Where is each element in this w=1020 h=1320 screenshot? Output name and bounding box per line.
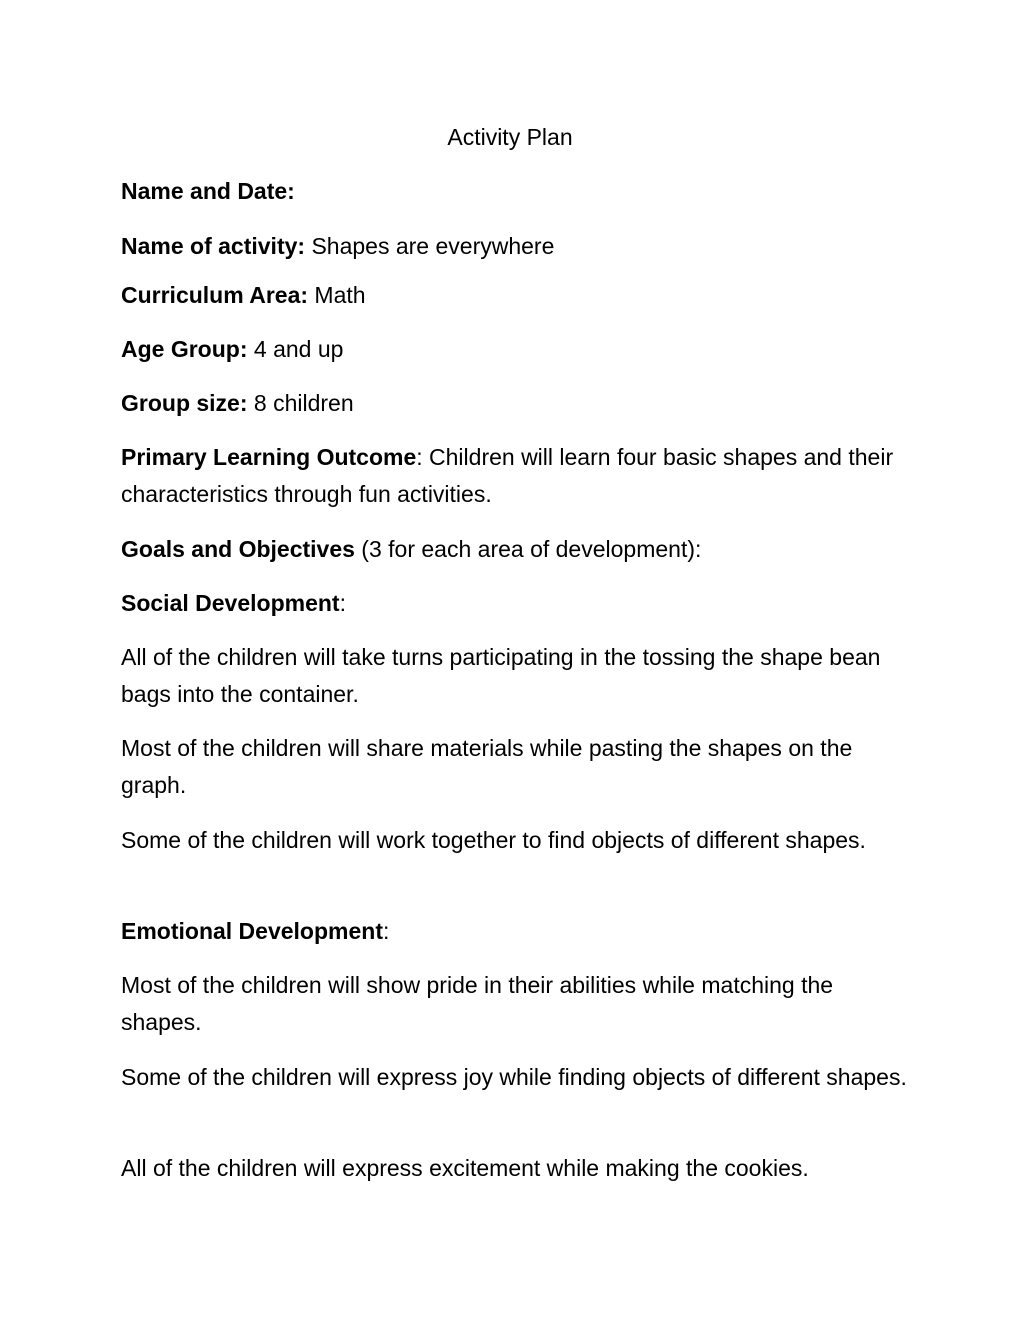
emotional-heading-colon: : bbox=[382, 918, 390, 944]
document-title: Activity Plan bbox=[447, 124, 573, 150]
activity-line bbox=[121, 228, 911, 265]
outcome-label: Primary Learning Outcome bbox=[121, 444, 417, 470]
goals-label: Goals and Objectives bbox=[121, 536, 355, 562]
age-group-line bbox=[121, 331, 911, 368]
name-and-date-line bbox=[121, 173, 911, 210]
emotional-heading-label: Emotional Development bbox=[121, 918, 383, 944]
activity-label: Name of activity: bbox=[121, 233, 306, 259]
age-group-value: 4 and up bbox=[247, 336, 344, 362]
goals-line bbox=[121, 531, 911, 568]
outcome-value: : Children will learn four basic shapes and their characteristics through fun activities. bbox=[121, 444, 894, 507]
social-item: Some of the children will work together to find objects of different shapes. bbox=[121, 827, 866, 853]
social-heading-label: Social Development bbox=[121, 590, 340, 616]
curriculum-line bbox=[121, 277, 911, 314]
emotional-heading bbox=[121, 913, 911, 950]
goals-value: (3 for each area of development): bbox=[354, 536, 702, 562]
outcome-paragraph bbox=[121, 439, 911, 513]
social-heading-colon: : bbox=[339, 590, 346, 616]
activity-value: Shapes are everywhere bbox=[305, 233, 555, 259]
name-and-date-label: Name and Date: bbox=[121, 178, 295, 204]
emotional-item: All of the children will express excitement while making the cookies. bbox=[121, 1155, 809, 1181]
social-heading bbox=[121, 585, 911, 622]
age-group-label: Age Group: bbox=[121, 336, 248, 362]
social-item: Most of the children will share materials while pasting the shapes on the graph. bbox=[121, 735, 853, 798]
social-item: All of the children will take turns participating in the tossing the shape bean bags into the container. bbox=[121, 644, 881, 707]
emotional-item: Most of the children will show pride in their abilities while matching the shapes. bbox=[121, 972, 834, 1035]
emotional-item: Some of the children will express joy while finding objects of different shapes. bbox=[121, 1064, 907, 1090]
group-size-line bbox=[121, 385, 911, 422]
curriculum-label: Curriculum Area: bbox=[121, 282, 309, 308]
group-size-value: 8 children bbox=[247, 390, 354, 416]
group-size-label: Group size: bbox=[121, 390, 248, 416]
curriculum-value: Math bbox=[308, 282, 366, 308]
